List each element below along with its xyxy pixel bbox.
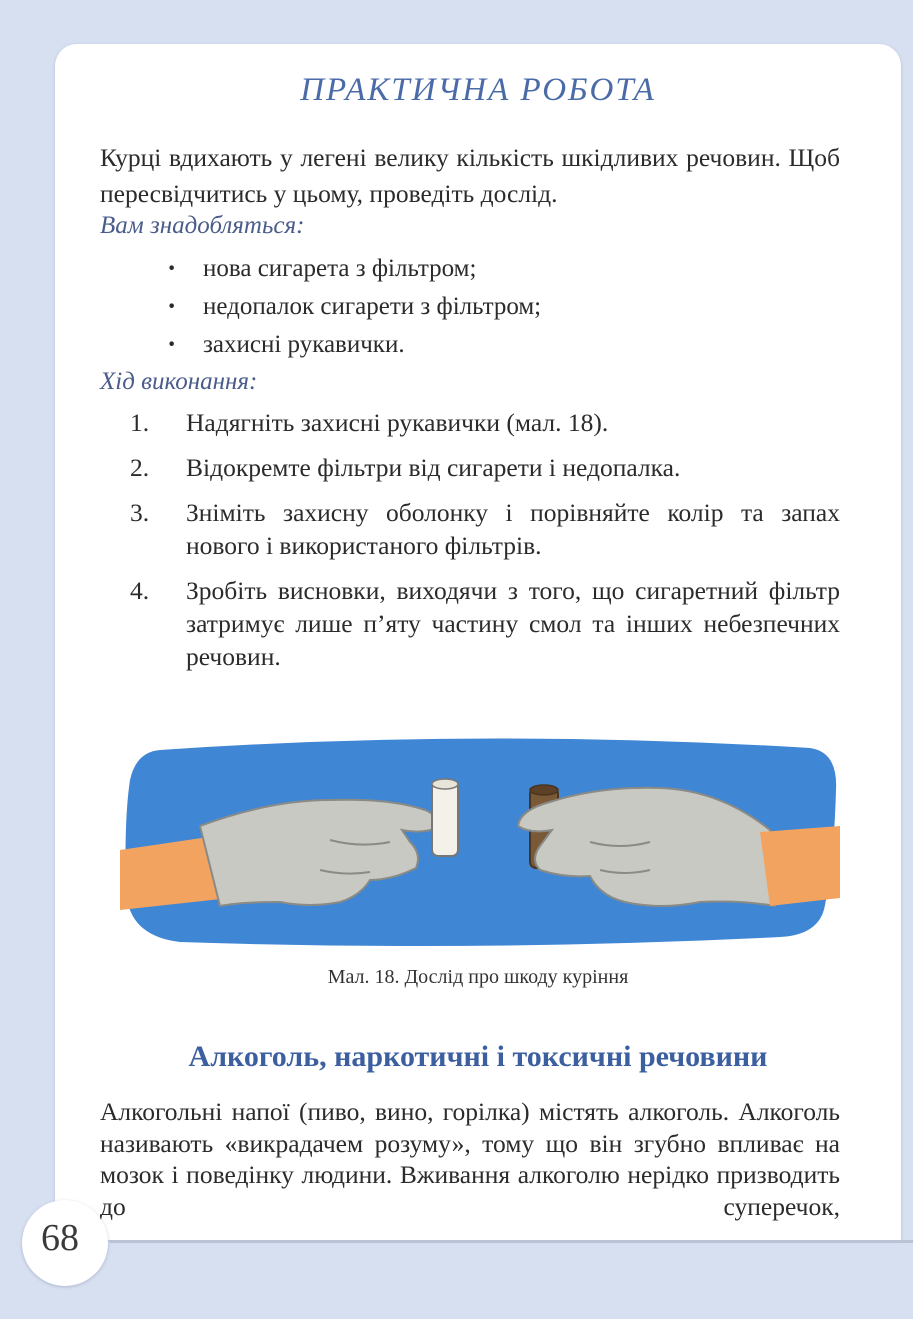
list-item: [130, 451, 840, 484]
step-number: 2.: [130, 453, 150, 482]
list-item: [130, 406, 840, 439]
step-text: Відокремте фільтри від сигарети і недопалка.: [186, 453, 681, 482]
bottom-rule: [110, 1240, 913, 1243]
materials-list: [165, 250, 541, 364]
figure-caption: Мал. 18. Дослід про шкоду куріння: [327, 966, 629, 988]
intro-paragraph: Курці вдихають у легені велику кількість шкідливих речовин. Щоб пересвідчитись у цьому, проведіть дослід.: [100, 143, 840, 208]
right-arm: [760, 826, 840, 906]
step-number: 3.: [130, 498, 150, 527]
list-item: [130, 574, 840, 673]
list-item: · недопалок сигарети з фільтром;: [165, 288, 541, 326]
new-filter: [432, 782, 458, 856]
gloved-hands-illustration: [120, 730, 840, 950]
section-paragraph: Алкогольні напої (пиво, вино, горілка) містять алкоголь. Алкоголь називають «викрадачем розуму», тому що він згубно впливає на мозок і поведінку людини. Вживання алкоголю нерідко призводить до суперечок,: [100, 1097, 840, 1221]
step-text: Зніміть захисну оболонку і порівняйте колір та запах нового і використаного фільтрів.: [186, 498, 840, 560]
procedure-heading: Хід виконання:: [100, 368, 258, 395]
list-item: [130, 496, 840, 562]
steps-list: [130, 406, 840, 685]
page-title: ПРАКТИЧНА РОБОТА: [300, 72, 656, 108]
step-text: Надягніть захисні рукавички (мал. 18).: [186, 408, 609, 437]
step-number: 1.: [130, 408, 150, 437]
step-number: 4.: [130, 576, 150, 605]
list-item: · захисні рукавички.: [165, 326, 541, 364]
materials-heading: Вам знадобляться:: [100, 212, 305, 239]
page-number: 68: [41, 1217, 79, 1259]
list-item: · нова сигарета з фільтром;: [165, 250, 541, 288]
section-heading: Алкоголь, наркотичні і токсичні речовини: [188, 1040, 768, 1073]
step-text: Зробіть висновки, виходячи з того, що сигаретний фільтр затримує лише п’яту частину смол та інших небезпечних речовин.: [186, 576, 840, 671]
